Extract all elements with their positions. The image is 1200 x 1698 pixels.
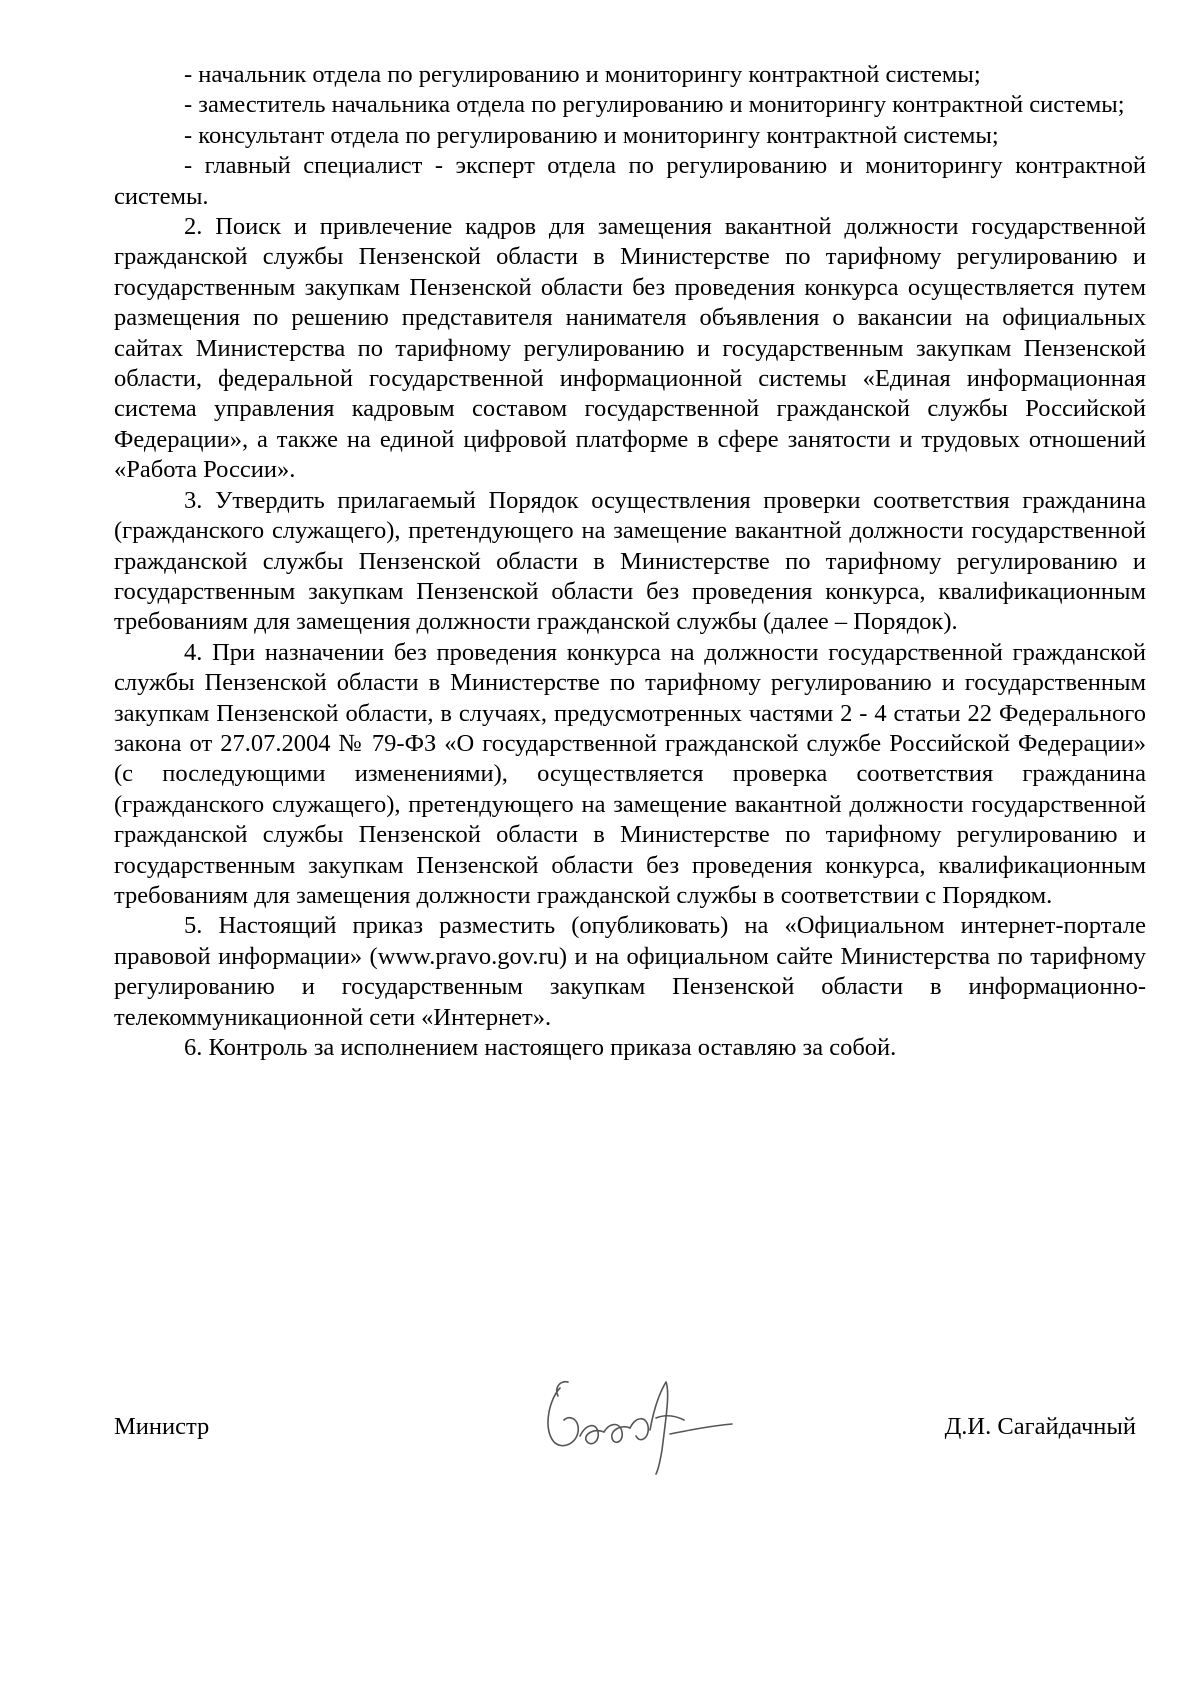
signer-title: Министр: [114, 1413, 210, 1440]
signature-block: [114, 1412, 1146, 1522]
clause-3-approve-procedure: 3. Утвердить прилагаемый Порядок осуществления проверки соответствия гражданина (гражданского служащего), претендующего на замещение вакантной должности государственной гражданской службы Пензенской области в Министерстве по тарифному регулированию и государственным закупкам Пензенской области без проведения конкурса, квалификационным требованиям для замещения должности гражданской службы (далее – Порядок).: [114, 486, 1146, 636]
list-item-consultant: - консультант отдела по регулированию и мониторингу контрактной системы;: [184, 121, 999, 149]
signer-name: Д.И. Сагайдачный: [944, 1413, 1136, 1440]
list-item-chief-specialist: - главный специалист - эксперт отдела по регулированию и мониторингу контрактной системы.: [114, 152, 1146, 210]
list-item-head-of-department: - начальник отдела по регулированию и мониторингу контрактной системы;: [184, 61, 981, 88]
list-item-deputy-head: - заместитель начальника отдела по регулированию и мониторингу контрактной системы;: [184, 91, 1125, 119]
document-body: [114, 60, 1146, 1063]
handwritten-signature: [520, 1358, 760, 1478]
clause-6-control: 6. Контроль за исполнением настоящего приказа оставляю за собой.: [184, 1034, 897, 1061]
clause-4-appointment-check: 4. При назначении без проведения конкурса на должности государственной гражданской службы Пензенской области в Министерстве по тарифному регулированию и государственным закупкам Пензенской области, в случаях, предусмотренных частями 2 - 4 статьи 22 Федерального закона от 27.07.2004 № 79-ФЗ «О государственной гражданской службе Российской Федерации» (с последующими изменениями), осуществляется проверка соответствия гражданина (гражданского служащего), претендующего на замещение вакантной должности государственной гражданской службы Пензенской области в Министерстве по тарифному регулированию и государственным закупкам Пензенской области без проведения конкурса, квалификационным требованиям для замещения должности гражданской службы в соответствии с Порядком.: [114, 638, 1146, 909]
clause-2-recruitment: 2. Поиск и привлечение кадров для замещения вакантной должности государственной гражданской службы Пензенской области в Министерстве по тарифному регулированию и государственным закупкам Пензенской области без проведения конкурса осуществляется путем размещения по решению представителя нанимателя объявления о вакансии на официальных сайтах Министерства по тарифному регулированию и государственным закупкам Пензенской области, федеральной государственной информационной системы «Единая информационная система управления кадровым составом государственной гражданской службы Российской Федерации», а также на единой цифровой платформе в сфере занятости и трудовых отношений «Работа России».: [114, 213, 1146, 484]
clause-5-publication: 5. Настоящий приказ разместить (опубликовать) на «Официальном интернет-портале правовой информации» (www.pravo.gov.ru) и на официальном сайте Министерства по тарифному регулированию и государственным закупкам Пензенской области в информационно-телекоммуникационной сети «Интернет».: [114, 912, 1146, 1031]
